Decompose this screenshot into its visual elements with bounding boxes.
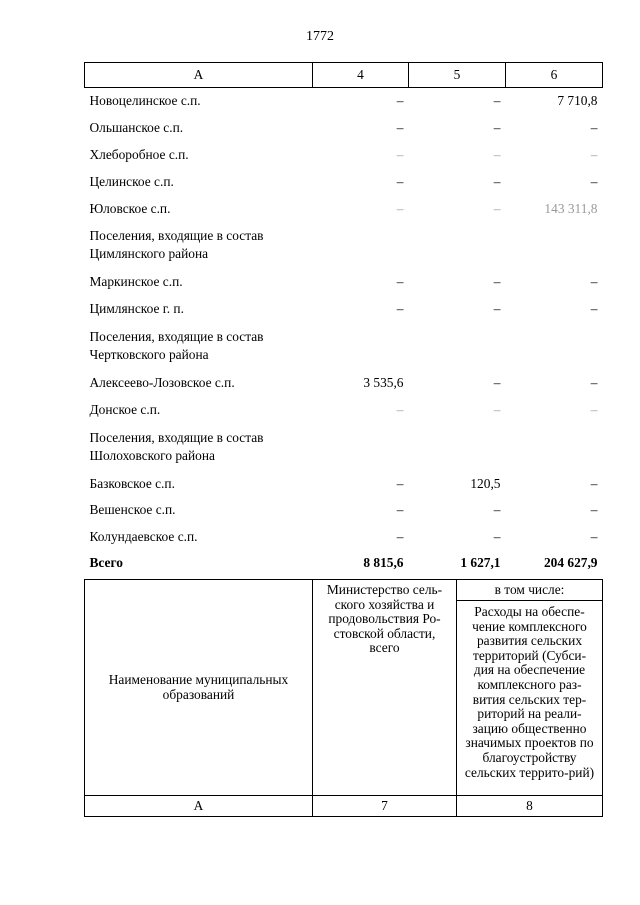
value-col-5: – [493, 401, 501, 417]
page-number: 1772 [306, 29, 334, 44]
group-heading-row [85, 222, 603, 269]
header-ministry-total: Министерство сель-ского хозяйства и продовольствия Ро-стовской области, всего [313, 580, 457, 796]
table-row [85, 168, 603, 195]
value-col-5: – [493, 173, 501, 189]
municipality-name: Базковское с.п. [89, 475, 175, 491]
value-col-4 [313, 423, 409, 470]
total-col-6: 204 627,9 [543, 554, 598, 570]
total-col-5: 1 627,1 [460, 554, 501, 570]
municipality-name: Поселения, входящие в состав Цимлянского района [89, 228, 264, 262]
table-row [85, 88, 603, 115]
total-label: Всего [89, 554, 123, 570]
value-col-4 [313, 222, 409, 269]
value-col-6: – [590, 502, 598, 518]
value-col-5: 120,5 [470, 475, 501, 491]
value-col-5: – [493, 120, 501, 136]
municipality-name: Цимлянское г. п. [89, 301, 184, 317]
municipality-name: Ольшанское с.п. [89, 120, 184, 136]
municipality-name: Поселения, входящие в состав Чертковского района [89, 329, 264, 363]
total-row [85, 551, 603, 575]
value-col-6: – [590, 274, 598, 290]
value-col-6 [506, 423, 603, 470]
municipality-name: Донское с.п. [89, 401, 161, 417]
index-cell-a: А [85, 796, 313, 817]
table-row [85, 370, 603, 397]
value-col-6: – [590, 146, 598, 162]
header-including: в том числе: [457, 580, 603, 601]
value-col-6: – [590, 475, 598, 491]
municipality-name: Хлеборобное с.п. [89, 146, 189, 162]
value-col-5: – [493, 146, 501, 162]
municipality-name: Новоцелинское с.п. [89, 93, 201, 109]
value-col-6 [506, 323, 603, 370]
value-col-5: – [493, 301, 501, 317]
budget-table-top [84, 62, 603, 575]
header-rural-development-expenses: Расходы на обеспе-чение комплексного развития сельских территорий (Субси-дия на обеспечение комплексного раз-вития сельских тер-риторий на реали-зацию общественно значимых проектов по благоустройству сельских террито-рий) [457, 601, 603, 796]
value-col-6: 7 710,8 [557, 93, 598, 109]
value-col-4: – [396, 146, 404, 162]
value-col-5: – [493, 529, 501, 545]
table-row [85, 296, 603, 323]
header-cell-a: А [85, 63, 313, 88]
value-col-4: – [396, 200, 404, 216]
value-col-6: – [590, 120, 598, 136]
column-index-row [85, 796, 603, 817]
table-row [85, 195, 603, 222]
header-cell-5: 5 [409, 63, 506, 88]
value-col-4 [313, 323, 409, 370]
header-cell-4: 4 [313, 63, 409, 88]
value-col-5 [409, 423, 506, 470]
value-col-6: – [590, 301, 598, 317]
header-cell-6: 6 [506, 63, 603, 88]
index-cell-8: 8 [457, 796, 603, 817]
value-col-5: – [493, 200, 501, 216]
value-col-5: – [493, 93, 501, 109]
value-col-4: – [396, 475, 404, 491]
value-col-4: – [396, 401, 404, 417]
municipality-name: Поселения, входящие в состав Шолоховского района [89, 429, 264, 463]
value-col-5 [409, 323, 506, 370]
municipality-name: Целинское с.п. [89, 173, 174, 189]
value-col-4: – [396, 173, 404, 189]
value-col-6 [506, 222, 603, 269]
municipality-name: Маркинское с.п. [89, 274, 183, 290]
value-col-4: 3 535,6 [363, 374, 404, 390]
table-row [85, 269, 603, 296]
municipality-name: Вешенское с.п. [89, 502, 176, 518]
value-col-5 [409, 222, 506, 269]
total-col-4: 8 815,6 [363, 554, 404, 570]
group-heading-row [85, 423, 603, 470]
value-col-6: – [590, 173, 598, 189]
value-col-6: 143 311,8 [544, 200, 598, 216]
table-row [85, 497, 603, 524]
table-row [85, 396, 603, 423]
value-col-4: – [396, 502, 404, 518]
group-heading-row [85, 323, 603, 370]
index-cell-7: 7 [313, 796, 457, 817]
value-col-6: – [590, 401, 598, 417]
value-col-4: – [396, 274, 404, 290]
value-col-4: – [396, 93, 404, 109]
table-row [85, 470, 603, 497]
municipality-name: Алексеево-Лозовское с.п. [89, 374, 235, 390]
value-col-5: – [493, 502, 501, 518]
value-col-5: – [493, 374, 501, 390]
table-row [85, 524, 603, 551]
table-row [85, 142, 603, 169]
header-municipality-name: Наименование муниципальных образований [85, 580, 313, 796]
budget-table-bottom [84, 579, 603, 817]
value-col-5: – [493, 274, 501, 290]
table-header-row [85, 63, 603, 88]
value-col-4: – [396, 120, 404, 136]
value-col-6: – [590, 529, 598, 545]
value-col-6: – [590, 374, 598, 390]
municipality-name: Колундаевское с.п. [89, 529, 198, 545]
municipality-name: Юловское с.п. [89, 200, 171, 216]
table-row [85, 115, 603, 142]
value-col-4: – [396, 301, 404, 317]
value-col-4: – [396, 529, 404, 545]
